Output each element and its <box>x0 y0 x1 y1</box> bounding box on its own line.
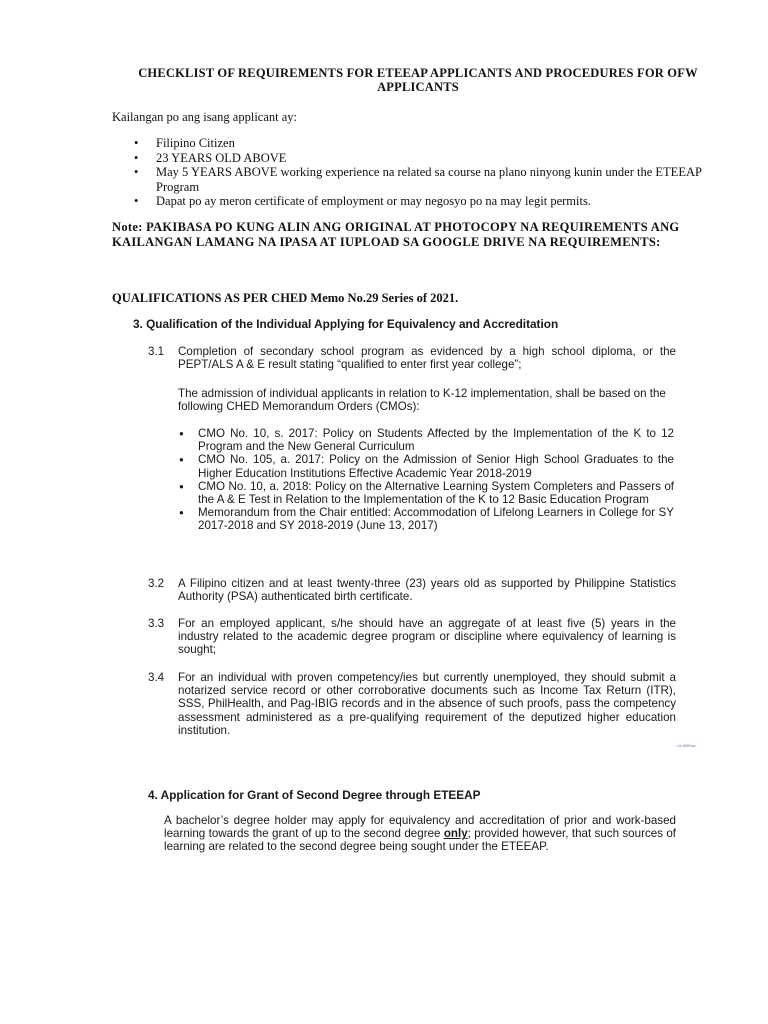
item-3-4 <box>148 671 676 737</box>
note-text: Note: PAKIBASA PO KUNG ALIN ANG ORIGINAL AT PHOTOCOPY NA REQUIREMENTS ANG KAILANGAN LAMANG NA IPASA AT IUPLOAD SA GOOGLE DRIVE NA REQUIREMENTS: <box>112 220 680 249</box>
list-item: ● CMO No. 10, a. 2018: Policy on the Alternative Learning System Completers and Passers of the A & E Test in Relation to the Implementation of the K to 12 Basic Education Program <box>178 480 674 506</box>
intro-text: Kailangan po ang isang applicant ay: <box>112 110 298 124</box>
list-item: ● CMO No. 105, a. 2017: Policy on the Admission of Senior High School Graduates to the Higher Education Institutions Effective Academic Year 2018-2019 <box>178 453 674 479</box>
item-number: 3.4 <box>148 671 165 684</box>
page-title: CHECKLIST OF REQUIREMENTS FOR ETEEAP APPLICANTS AND PROCEDURES FOR OFW APPLICANTS <box>138 66 698 94</box>
section-4-body <box>164 814 676 854</box>
emphasis-text: only <box>443 827 468 841</box>
list-item: • Filipino Citizen <box>134 136 724 151</box>
list-item: • May 5 YEARS ABOVE working experience na related sa course na plano ninyong kunin under the ETEEAP Program <box>134 165 724 194</box>
cmo-list <box>178 427 674 533</box>
qualifications-heading: QUALIFICATIONS AS PER CHED Memo No.29 Series of 2021. <box>112 291 459 305</box>
list-item: • 23 YEARS OLD ABOVE <box>134 151 724 166</box>
body-text: A bachelor’s degree holder may apply for equivalency and accreditation of prior and work-based learning towards the grant of up to the second degree <box>164 814 676 841</box>
requirements-list <box>134 136 724 209</box>
body-text: ; provided however, that such sources of learning are related to the second degree being sought under the ETEEAP. <box>164 827 677 854</box>
item-text: A Filipino citizen and at least twenty-three (23) years old as supported by Philippine Statistics Authority (PSA) authenticated birth certificate. <box>178 577 676 604</box>
item-3-3 <box>148 617 676 657</box>
item-3-1 <box>148 345 676 371</box>
list-item: ● CMO No. 10, s. 2017: Policy on Students Affected by the Implementation of the K to 12 Program and the New General Curriculum <box>178 427 674 453</box>
stamp-mark: ...ld 8000ac <box>675 743 696 748</box>
item-text: Completion of secondary school program as evidenced by a high school diploma, or the PEPT/ALS A & E result stating “qualified to enter first year college”; <box>178 345 676 372</box>
list-item: ● Memorandum from the Chair entitled: Accommodation of Lifelong Learners in College for SY 2017-2018 and SY 2018-2019 (June 13, 2017) <box>178 506 674 532</box>
item-number: 3.2 <box>148 577 165 590</box>
section-3-heading: 3. Qualification of the Individual Applying for Equivalency and Accreditation <box>133 317 559 331</box>
item-text: For an employed applicant, s/he should have an aggregate of at least five (5) years in the industry related to the academic degree program or discipline where equivalency of learning is sought; <box>178 617 676 657</box>
item-text: For an individual with proven competency/ies but currently unemployed, they should submit a notarized service record or other corroborative documents such as Income Tax Return (ITR), SSS, PhilHealth, and Pag-IBIG records and in the absence of such proofs, pass the competency assessment administered as a pre-qualifying requirement of the deputized higher education institution. <box>178 671 676 737</box>
admission-text: The admission of individual applicants in relation to K-12 implementation, shall be based on the following CHED Memorandum Orders (CMOs): <box>178 387 666 414</box>
item-number: 3.1 <box>148 345 165 358</box>
list-item: • Dapat po ay meron certificate of employment or may negosyo po na may legit permits. <box>134 194 724 209</box>
section-4-heading: 4. Application for Grant of Second Degree through ETEEAP <box>148 788 481 802</box>
item-number: 3.3 <box>148 617 165 630</box>
item-3-2 <box>148 577 676 603</box>
